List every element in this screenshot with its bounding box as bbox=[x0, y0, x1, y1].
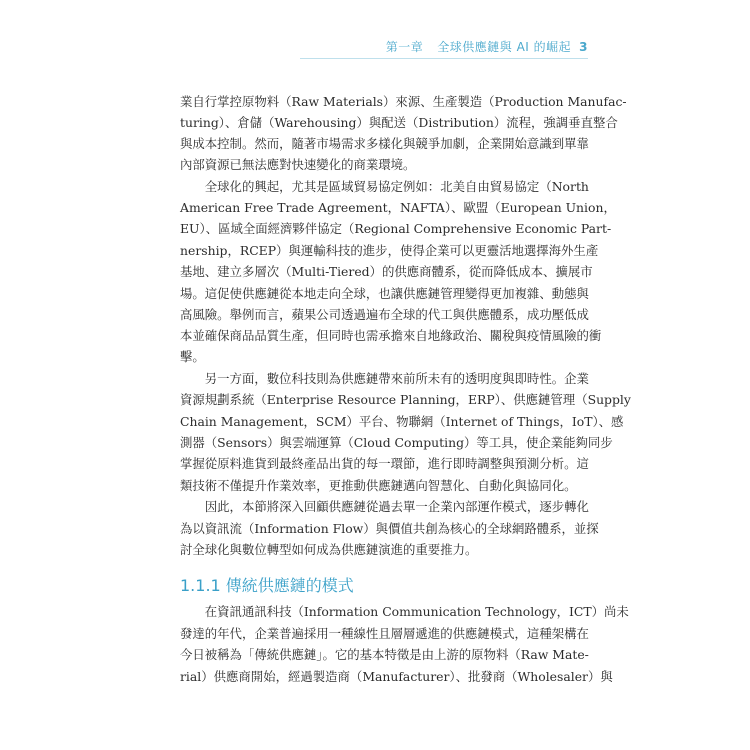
text-line: 擊。 bbox=[180, 349, 205, 364]
text-line: 基地、建立多層次（Multi-Tiered）的供應商體系，從而降低成本、擴展市 bbox=[180, 264, 593, 279]
text-line: EU）、區域全面經濟夥伴協定（Regional Comprehensive Economic Part- bbox=[180, 221, 612, 236]
text-line: 類技術不僅提升作業效率，更推動供應鏈邁向智慧化、自動化與協同化。 bbox=[180, 478, 577, 493]
text-line: Chain Management，SCM）平台、物聯網（Internet of Things，IoT）、感 bbox=[180, 414, 624, 429]
text-line: 業自行掌控原物料（Raw Materials）來源、生產製造（Production Manufac- bbox=[180, 94, 627, 109]
text-line: 另一方面，數位科技則為供應鏈帶來前所未有的透明度與即時性。企業 bbox=[180, 371, 589, 386]
text-line: 討全球化與數位轉型如何成為供應鏈演進的重要推力。 bbox=[180, 542, 478, 557]
text-line: 場。這促使供應鏈從本地走向全球，也讓供應鏈管理變得更加複雜、動態與 bbox=[180, 286, 589, 301]
text-line: 內部資源已無法應對快速變化的商業環境。 bbox=[180, 157, 416, 172]
text-line: turing）、倉儲（Warehousing）與配送（Distribution）流程，強調垂直整合 bbox=[180, 115, 618, 130]
text-line: 與成本控制。然而，隨著市場需求多樣化與競爭加劇，企業開始意識到單靠 bbox=[180, 136, 589, 151]
section-heading: 1.1.1 傳統供應鏈的模式 bbox=[180, 576, 354, 595]
text-line: 今日被稱為「傳統供應鏈」。它的基本特徵是由上游的原物料（Raw Mate- bbox=[180, 647, 589, 662]
text-line: 高風險。舉例而言，蘋果公司透過遍布全球的代工與供應體系，成功壓低成 bbox=[180, 307, 589, 322]
chapter-number: 第一章 bbox=[385, 40, 424, 54]
text-line: 在資訊通訊科技（Information Communication Technology，ICT）尚未 bbox=[180, 604, 629, 619]
text-line: 全球化的興起，尤其是區域貿易協定例如：北美自由貿易協定（North bbox=[180, 179, 589, 194]
chapter-title: 全球供應鏈與 AI 的崛起 bbox=[437, 40, 572, 54]
text-line: 因此，本節將深入回顧供應鏈從過去單一企業內部運作模式，逐步轉化 bbox=[180, 499, 589, 514]
text-line: rial）供應商開始，經過製造商（Manufacturer）、批發商（Wholesaler）與 bbox=[180, 669, 613, 684]
header-rule bbox=[300, 58, 588, 59]
text-line: 掌握從原料進貨到最終產品出貨的每一環節，進行即時調整與預測分析。這 bbox=[180, 456, 589, 471]
text-line: American Free Trade Agreement，NAFTA）、歐盟（European Union， bbox=[180, 200, 616, 215]
text-line: nership，RCEP）與運輸科技的進步，使得企業可以更靈活地選擇海外生產 bbox=[180, 243, 599, 258]
text-line: 測器（Sensors）與雲端運算（Cloud Computing）等工具，使企業能夠同步 bbox=[180, 435, 613, 450]
page-number: 3 bbox=[579, 40, 588, 54]
text-line: 發達的年代，企業普遍採用一種線性且層層遞進的供應鏈模式，這種架構在 bbox=[180, 626, 589, 641]
running-header bbox=[386, 38, 588, 55]
text-line: 本並確保商品品質生產，但同時也需承擔來自地緣政治、關稅與疫情風險的衝 bbox=[180, 328, 602, 343]
text-line: 資源規劃系統（Enterprise Resource Planning，ERP）、供應鏈管理（Supply bbox=[180, 392, 631, 407]
text-line: 為以資訊流（Information Flow）與價值共創為核心的全球網路體系，並探 bbox=[180, 521, 599, 536]
